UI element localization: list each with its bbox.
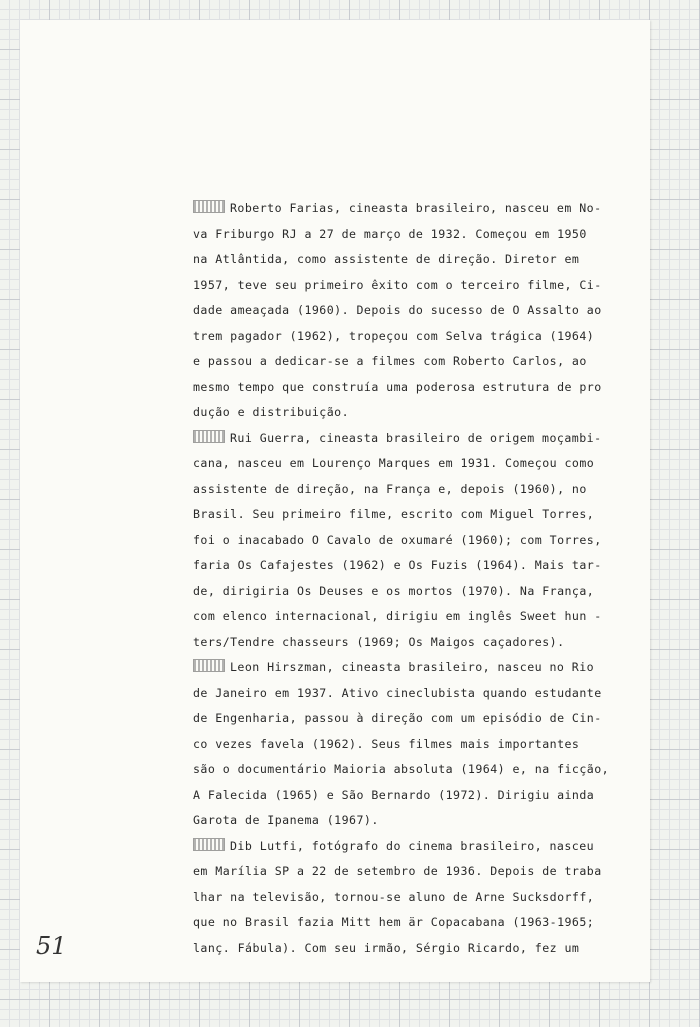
text-line: co vezes favela (1962). Seus filmes mais importantes — [193, 736, 580, 751]
text-line: Leon Hirszman, cineasta brasileiro, nasceu no Rio — [193, 655, 638, 681]
text-line: Garota de Ipanema (1967). — [193, 813, 379, 827]
text-line: de Janeiro em 1937. Ativo cineclubista quando estudante — [193, 685, 602, 700]
text-line: faria Os Cafajestes (1962) e Os Fuzis (1964). Mais tar- — [193, 558, 602, 572]
text-line: assistente de direção, na França e, depois (1960), no — [193, 481, 587, 496]
redacted-mark — [193, 430, 225, 443]
text-line: dução e distribuição. — [193, 405, 350, 419]
text-line: na Atlântida, como assistente de direção. Diretor em — [193, 252, 580, 266]
redacted-mark — [193, 838, 225, 851]
text-line: Rui Guerra, cineasta brasileiro de origem moçambi- — [193, 426, 638, 452]
text-line: Dib Lutfi, fotógrafo do cinema brasileiro, nasceu — [193, 834, 638, 860]
text-line: de, dirigiria Os Deuses e os mortos (1970). Na França, — [193, 583, 595, 598]
text-line: mesmo tempo que construía uma poderosa estrutura de pro — [193, 379, 602, 394]
redacted-mark — [193, 659, 225, 672]
text-line: são o documentário Maioria absoluta (1964) e, na ficção, — [193, 762, 610, 776]
text-line: 1957, teve seu primeiro êxito com o terceiro filme, Ci- — [193, 277, 602, 292]
text-line: Roberto Farias, cineasta brasileiro, nasceu em No- — [193, 196, 638, 222]
text-line: dade ameaçada (1960). Depois do sucesso de O Assalto ao — [193, 303, 602, 317]
handwritten-page-number: 51 — [36, 932, 67, 960]
text-line: em Marília SP a 22 de setembro de 1936. Depois de traba — [193, 864, 602, 878]
text-line: que no Brasil fazia Mitt hem är Copacabana (1963-1965; — [193, 915, 595, 929]
text-line: trem pagador (1962), tropeçou com Selva trágica (1964) — [193, 328, 595, 343]
text-line: lhar na televisão, tornou-se aluno de Arne Sucksdorff, — [193, 889, 595, 904]
text-line: de Engenharia, passou à direção com um episódio de Cin- — [193, 711, 602, 725]
typewritten-page — [20, 20, 650, 982]
text-line: com elenco internacional, dirigiu em inglês Sweet hun - — [193, 609, 602, 623]
text-line: ters/Tendre chasseurs (1969; Os Maigos caçadores). — [193, 634, 565, 649]
text-line: cana, nasceu em Lourenço Marques em 1931. Começou como — [193, 456, 595, 470]
text-line: lanç. Fábula). Com seu irmão, Sérgio Ricardo, fez um — [193, 940, 580, 955]
redacted-mark — [193, 200, 225, 213]
text-line: Brasil. Seu primeiro filme, escrito com Miguel Torres, — [193, 507, 595, 521]
text-line: e passou a dedicar-se a filmes com Roberto Carlos, ao — [193, 354, 587, 368]
text-line: va Friburgo RJ a 27 de março de 1932. Começou em 1950 — [193, 226, 587, 241]
text-line: A Falecida (1965) e São Bernardo (1972). Dirigiu ainda — [193, 787, 595, 802]
typed-text-body — [193, 196, 638, 961]
text-line: foi o inacabado O Cavalo de oxumaré (1960); com Torres, — [193, 532, 602, 547]
